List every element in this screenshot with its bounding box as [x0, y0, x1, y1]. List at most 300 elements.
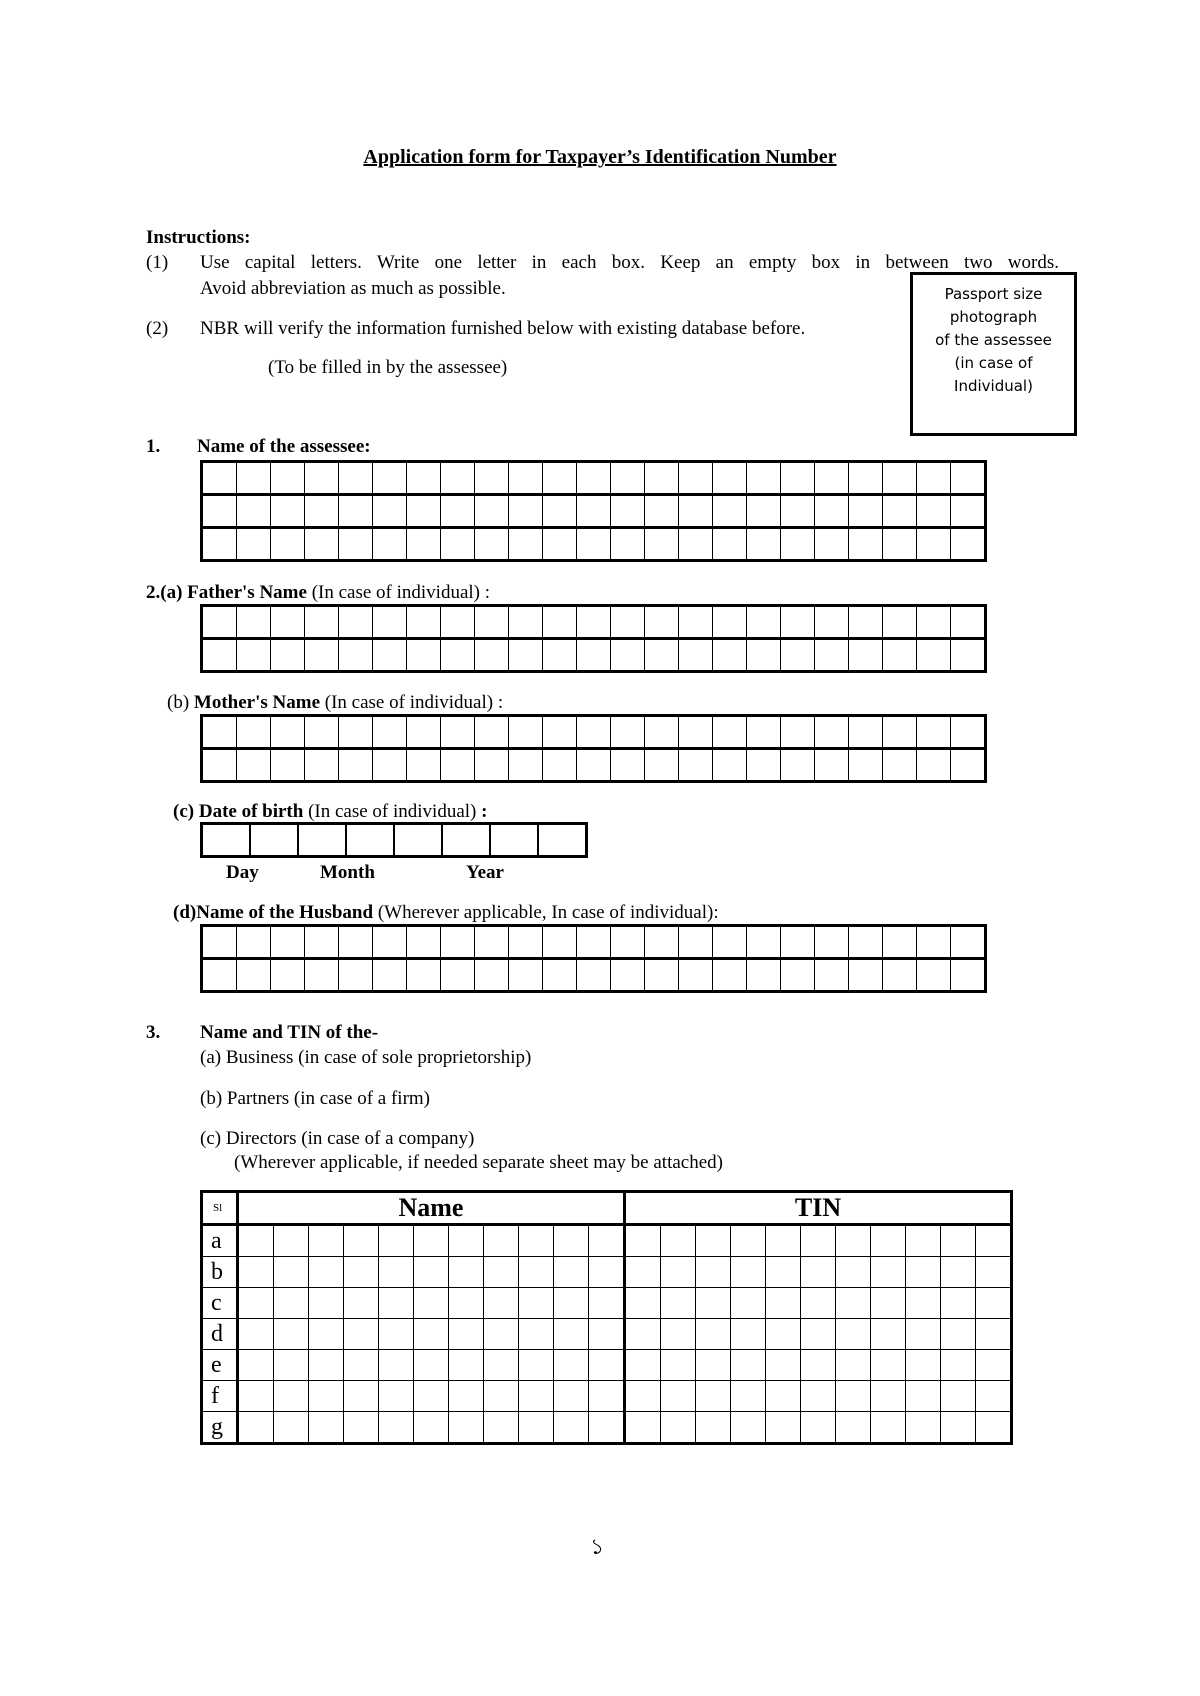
letter-box[interactable]	[271, 926, 305, 959]
letter-box[interactable]	[815, 749, 849, 782]
name-letter-box[interactable]	[309, 1412, 344, 1444]
tin-digit-box[interactable]	[625, 1319, 661, 1350]
letter-box[interactable]	[271, 639, 305, 672]
name-letter-box[interactable]	[414, 1350, 449, 1381]
tin-digit-box[interactable]	[941, 1225, 976, 1257]
name-letter-box[interactable]	[379, 1381, 414, 1412]
name-letter-box[interactable]	[309, 1381, 344, 1412]
letter-box[interactable]	[305, 528, 339, 561]
name-letter-box[interactable]	[344, 1225, 379, 1257]
tin-digit-box[interactable]	[661, 1225, 696, 1257]
letter-box[interactable]	[883, 959, 917, 992]
father-name-grid[interactable]	[200, 604, 987, 673]
letter-box[interactable]	[951, 462, 986, 495]
name-letter-box[interactable]	[484, 1350, 519, 1381]
letter-box[interactable]	[645, 716, 679, 749]
name-letter-box[interactable]	[238, 1319, 274, 1350]
tin-digit-box[interactable]	[871, 1257, 906, 1288]
letter-box[interactable]	[407, 959, 441, 992]
letter-box[interactable]	[883, 606, 917, 639]
letter-box[interactable]	[883, 926, 917, 959]
letter-box[interactable]	[883, 495, 917, 528]
letter-box[interactable]	[713, 528, 747, 561]
letter-box[interactable]	[611, 716, 645, 749]
letter-box[interactable]	[373, 749, 407, 782]
tin-digit-box[interactable]	[766, 1319, 801, 1350]
letter-box[interactable]	[543, 495, 577, 528]
tin-digit-box[interactable]	[661, 1319, 696, 1350]
letter-box[interactable]	[237, 495, 271, 528]
letter-box[interactable]	[849, 639, 883, 672]
letter-box[interactable]	[237, 462, 271, 495]
letter-box[interactable]	[237, 606, 271, 639]
name-letter-box[interactable]	[344, 1319, 379, 1350]
name-letter-box[interactable]	[414, 1288, 449, 1319]
tin-digit-box[interactable]	[906, 1350, 941, 1381]
letter-box[interactable]	[509, 959, 543, 992]
letter-box[interactable]	[747, 462, 781, 495]
tin-digit-box[interactable]	[696, 1319, 731, 1350]
letter-box[interactable]	[373, 926, 407, 959]
letter-box[interactable]	[713, 926, 747, 959]
name-letter-box[interactable]	[309, 1225, 344, 1257]
assessee-name-grid[interactable]	[200, 460, 987, 562]
name-letter-box[interactable]	[589, 1288, 625, 1319]
tin-digit-box[interactable]	[766, 1350, 801, 1381]
letter-box[interactable]	[305, 716, 339, 749]
letter-box[interactable]	[305, 495, 339, 528]
tin-digit-box[interactable]	[836, 1412, 871, 1444]
name-letter-box[interactable]	[589, 1225, 625, 1257]
tin-digit-box[interactable]	[871, 1288, 906, 1319]
name-letter-box[interactable]	[274, 1288, 309, 1319]
letter-box[interactable]	[577, 959, 611, 992]
name-letter-box[interactable]	[274, 1350, 309, 1381]
letter-box[interactable]	[713, 749, 747, 782]
letter-box[interactable]	[475, 639, 509, 672]
tin-digit-box[interactable]	[836, 1350, 871, 1381]
letter-box[interactable]	[509, 926, 543, 959]
letter-box[interactable]	[475, 749, 509, 782]
name-letter-box[interactable]	[554, 1288, 589, 1319]
letter-box[interactable]	[407, 749, 441, 782]
tin-digit-box[interactable]	[941, 1319, 976, 1350]
letter-box[interactable]	[271, 528, 305, 561]
mother-name-grid[interactable]	[200, 714, 987, 783]
tin-digit-box[interactable]	[801, 1288, 836, 1319]
letter-box[interactable]	[577, 462, 611, 495]
name-letter-box[interactable]	[519, 1412, 554, 1444]
tin-digit-box[interactable]	[766, 1412, 801, 1444]
letter-box[interactable]	[849, 606, 883, 639]
letter-box[interactable]	[917, 606, 951, 639]
letter-box[interactable]	[917, 716, 951, 749]
name-letter-box[interactable]	[414, 1319, 449, 1350]
name-letter-box[interactable]	[414, 1225, 449, 1257]
tin-digit-box[interactable]	[801, 1319, 836, 1350]
tin-digit-box[interactable]	[696, 1257, 731, 1288]
letter-box[interactable]	[815, 462, 849, 495]
name-letter-box[interactable]	[519, 1257, 554, 1288]
letter-box[interactable]	[645, 926, 679, 959]
letter-box[interactable]	[407, 639, 441, 672]
letter-box[interactable]	[441, 495, 475, 528]
name-letter-box[interactable]	[238, 1257, 274, 1288]
letter-box[interactable]	[305, 606, 339, 639]
tin-digit-box[interactable]	[836, 1288, 871, 1319]
letter-box[interactable]	[509, 462, 543, 495]
letter-box[interactable]	[490, 824, 538, 857]
letter-box[interactable]	[611, 606, 645, 639]
letter-box[interactable]	[509, 639, 543, 672]
letter-box[interactable]	[849, 749, 883, 782]
letter-box[interactable]	[679, 749, 713, 782]
letter-box[interactable]	[407, 606, 441, 639]
letter-box[interactable]	[407, 495, 441, 528]
letter-box[interactable]	[271, 462, 305, 495]
tin-digit-box[interactable]	[801, 1350, 836, 1381]
husband-name-grid[interactable]	[200, 924, 987, 993]
name-letter-box[interactable]	[274, 1412, 309, 1444]
letter-box[interactable]	[441, 606, 475, 639]
name-letter-box[interactable]	[589, 1381, 625, 1412]
tin-digit-box[interactable]	[696, 1288, 731, 1319]
letter-box[interactable]	[509, 528, 543, 561]
tin-digit-box[interactable]	[871, 1225, 906, 1257]
tin-digit-box[interactable]	[696, 1225, 731, 1257]
letter-box[interactable]	[951, 528, 986, 561]
letter-box[interactable]	[679, 528, 713, 561]
letter-box[interactable]	[611, 528, 645, 561]
letter-box[interactable]	[202, 462, 237, 495]
tin-digit-box[interactable]	[731, 1319, 766, 1350]
letter-box[interactable]	[917, 749, 951, 782]
name-letter-box[interactable]	[274, 1319, 309, 1350]
tin-digit-box[interactable]	[836, 1319, 871, 1350]
letter-box[interactable]	[475, 528, 509, 561]
letter-box[interactable]	[747, 528, 781, 561]
name-letter-box[interactable]	[274, 1257, 309, 1288]
letter-box[interactable]	[250, 824, 298, 857]
tin-digit-box[interactable]	[976, 1381, 1012, 1412]
tin-digit-box[interactable]	[625, 1225, 661, 1257]
name-letter-box[interactable]	[309, 1350, 344, 1381]
tin-digit-box[interactable]	[625, 1381, 661, 1412]
letter-box[interactable]	[543, 639, 577, 672]
tin-digit-box[interactable]	[731, 1412, 766, 1444]
tin-digit-box[interactable]	[976, 1412, 1012, 1444]
name-letter-box[interactable]	[238, 1288, 274, 1319]
name-letter-box[interactable]	[414, 1381, 449, 1412]
letter-box[interactable]	[339, 639, 373, 672]
name-letter-box[interactable]	[484, 1319, 519, 1350]
letter-box[interactable]	[713, 606, 747, 639]
letter-box[interactable]	[781, 639, 815, 672]
letter-box[interactable]	[713, 495, 747, 528]
letter-box[interactable]	[611, 959, 645, 992]
tin-digit-box[interactable]	[871, 1350, 906, 1381]
name-letter-box[interactable]	[449, 1412, 484, 1444]
tin-digit-box[interactable]	[941, 1381, 976, 1412]
letter-box[interactable]	[747, 716, 781, 749]
tin-digit-box[interactable]	[906, 1412, 941, 1444]
letter-box[interactable]	[237, 716, 271, 749]
letter-box[interactable]	[645, 462, 679, 495]
letter-box[interactable]	[883, 528, 917, 561]
letter-box[interactable]	[679, 495, 713, 528]
letter-box[interactable]	[781, 926, 815, 959]
name-letter-box[interactable]	[274, 1225, 309, 1257]
name-letter-box[interactable]	[449, 1225, 484, 1257]
tin-digit-box[interactable]	[731, 1288, 766, 1319]
letter-box[interactable]	[713, 639, 747, 672]
letter-box[interactable]	[781, 959, 815, 992]
tin-digit-box[interactable]	[696, 1381, 731, 1412]
letter-box[interactable]	[543, 716, 577, 749]
letter-box[interactable]	[543, 606, 577, 639]
tin-digit-box[interactable]	[836, 1381, 871, 1412]
letter-box[interactable]	[815, 959, 849, 992]
tin-digit-box[interactable]	[871, 1412, 906, 1444]
letter-box[interactable]	[611, 495, 645, 528]
letter-box[interactable]	[441, 528, 475, 561]
letter-box[interactable]	[271, 749, 305, 782]
tin-digit-box[interactable]	[976, 1350, 1012, 1381]
letter-box[interactable]	[543, 528, 577, 561]
name-letter-box[interactable]	[554, 1412, 589, 1444]
letter-box[interactable]	[815, 528, 849, 561]
letter-box[interactable]	[951, 606, 986, 639]
letter-box[interactable]	[611, 639, 645, 672]
letter-box[interactable]	[346, 824, 394, 857]
tin-digit-box[interactable]	[836, 1257, 871, 1288]
letter-box[interactable]	[237, 926, 271, 959]
letter-box[interactable]	[305, 749, 339, 782]
date-of-birth-grid[interactable]	[200, 822, 588, 858]
tin-digit-box[interactable]	[661, 1350, 696, 1381]
tin-digit-box[interactable]	[906, 1225, 941, 1257]
tin-digit-box[interactable]	[976, 1319, 1012, 1350]
letter-box[interactable]	[747, 926, 781, 959]
name-letter-box[interactable]	[344, 1257, 379, 1288]
tin-digit-box[interactable]	[871, 1381, 906, 1412]
tin-digit-box[interactable]	[731, 1350, 766, 1381]
letter-box[interactable]	[577, 528, 611, 561]
letter-box[interactable]	[271, 959, 305, 992]
name-letter-box[interactable]	[589, 1257, 625, 1288]
letter-box[interactable]	[543, 749, 577, 782]
letter-box[interactable]	[781, 749, 815, 782]
letter-box[interactable]	[679, 926, 713, 959]
name-letter-box[interactable]	[379, 1225, 414, 1257]
name-letter-box[interactable]	[554, 1257, 589, 1288]
letter-box[interactable]	[305, 926, 339, 959]
name-letter-box[interactable]	[414, 1257, 449, 1288]
letter-box[interactable]	[917, 495, 951, 528]
letter-box[interactable]	[679, 462, 713, 495]
letter-box[interactable]	[781, 462, 815, 495]
name-letter-box[interactable]	[274, 1381, 309, 1412]
letter-box[interactable]	[543, 926, 577, 959]
letter-box[interactable]	[339, 959, 373, 992]
tin-digit-box[interactable]	[661, 1381, 696, 1412]
letter-box[interactable]	[441, 639, 475, 672]
tin-digit-box[interactable]	[766, 1288, 801, 1319]
letter-box[interactable]	[815, 926, 849, 959]
name-letter-box[interactable]	[379, 1257, 414, 1288]
name-letter-box[interactable]	[554, 1319, 589, 1350]
letter-box[interactable]	[373, 462, 407, 495]
letter-box[interactable]	[645, 749, 679, 782]
tin-digit-box[interactable]	[906, 1319, 941, 1350]
letter-box[interactable]	[883, 639, 917, 672]
name-letter-box[interactable]	[484, 1225, 519, 1257]
letter-box[interactable]	[373, 495, 407, 528]
letter-box[interactable]	[202, 926, 237, 959]
name-letter-box[interactable]	[519, 1381, 554, 1412]
tin-digit-box[interactable]	[625, 1288, 661, 1319]
letter-box[interactable]	[237, 528, 271, 561]
letter-box[interactable]	[713, 462, 747, 495]
letter-box[interactable]	[713, 959, 747, 992]
letter-box[interactable]	[202, 959, 237, 992]
letter-box[interactable]	[475, 959, 509, 992]
name-letter-box[interactable]	[519, 1319, 554, 1350]
letter-box[interactable]	[781, 606, 815, 639]
passport-photo-box[interactable]	[910, 272, 1077, 436]
letter-box[interactable]	[475, 716, 509, 749]
letter-box[interactable]	[917, 528, 951, 561]
letter-box[interactable]	[577, 495, 611, 528]
letter-box[interactable]	[271, 495, 305, 528]
tin-digit-box[interactable]	[766, 1225, 801, 1257]
letter-box[interactable]	[373, 959, 407, 992]
name-letter-box[interactable]	[309, 1257, 344, 1288]
letter-box[interactable]	[339, 606, 373, 639]
letter-box[interactable]	[373, 528, 407, 561]
name-letter-box[interactable]	[554, 1350, 589, 1381]
letter-box[interactable]	[202, 495, 237, 528]
letter-box[interactable]	[509, 749, 543, 782]
letter-box[interactable]	[202, 606, 237, 639]
tin-digit-box[interactable]	[625, 1412, 661, 1444]
letter-box[interactable]	[747, 959, 781, 992]
letter-box[interactable]	[475, 606, 509, 639]
name-letter-box[interactable]	[309, 1319, 344, 1350]
tin-digit-box[interactable]	[731, 1257, 766, 1288]
letter-box[interactable]	[951, 495, 986, 528]
tin-digit-box[interactable]	[696, 1350, 731, 1381]
letter-box[interactable]	[781, 495, 815, 528]
letter-box[interactable]	[951, 959, 986, 992]
letter-box[interactable]	[815, 639, 849, 672]
letter-box[interactable]	[577, 639, 611, 672]
letter-box[interactable]	[951, 749, 986, 782]
letter-box[interactable]	[883, 716, 917, 749]
letter-box[interactable]	[202, 639, 237, 672]
letter-box[interactable]	[298, 824, 346, 857]
letter-box[interactable]	[611, 749, 645, 782]
letter-box[interactable]	[475, 926, 509, 959]
tin-digit-box[interactable]	[941, 1350, 976, 1381]
name-letter-box[interactable]	[449, 1319, 484, 1350]
letter-box[interactable]	[951, 639, 986, 672]
tin-digit-box[interactable]	[941, 1257, 976, 1288]
letter-box[interactable]	[849, 528, 883, 561]
tin-digit-box[interactable]	[625, 1257, 661, 1288]
name-letter-box[interactable]	[238, 1225, 274, 1257]
letter-box[interactable]	[849, 959, 883, 992]
name-letter-box[interactable]	[484, 1288, 519, 1319]
letter-box[interactable]	[917, 639, 951, 672]
letter-box[interactable]	[917, 462, 951, 495]
letter-box[interactable]	[202, 824, 251, 857]
name-letter-box[interactable]	[379, 1412, 414, 1444]
tin-digit-box[interactable]	[906, 1288, 941, 1319]
letter-box[interactable]	[305, 959, 339, 992]
name-letter-box[interactable]	[449, 1381, 484, 1412]
name-letter-box[interactable]	[449, 1288, 484, 1319]
letter-box[interactable]	[441, 462, 475, 495]
letter-box[interactable]	[442, 824, 490, 857]
tin-digit-box[interactable]	[906, 1381, 941, 1412]
letter-box[interactable]	[543, 959, 577, 992]
name-letter-box[interactable]	[589, 1319, 625, 1350]
name-letter-box[interactable]	[589, 1412, 625, 1444]
name-letter-box[interactable]	[379, 1350, 414, 1381]
letter-box[interactable]	[441, 959, 475, 992]
letter-box[interactable]	[951, 716, 986, 749]
name-letter-box[interactable]	[449, 1350, 484, 1381]
tin-digit-box[interactable]	[836, 1225, 871, 1257]
letter-box[interactable]	[951, 926, 986, 959]
tin-digit-box[interactable]	[766, 1257, 801, 1288]
letter-box[interactable]	[917, 959, 951, 992]
name-letter-box[interactable]	[519, 1225, 554, 1257]
letter-box[interactable]	[271, 716, 305, 749]
letter-box[interactable]	[645, 495, 679, 528]
name-letter-box[interactable]	[484, 1257, 519, 1288]
name-letter-box[interactable]	[414, 1412, 449, 1444]
letter-box[interactable]	[577, 749, 611, 782]
name-letter-box[interactable]	[344, 1381, 379, 1412]
letter-box[interactable]	[202, 528, 237, 561]
name-letter-box[interactable]	[449, 1257, 484, 1288]
letter-box[interactable]	[713, 716, 747, 749]
letter-box[interactable]	[271, 606, 305, 639]
letter-box[interactable]	[679, 716, 713, 749]
letter-box[interactable]	[679, 639, 713, 672]
letter-box[interactable]	[237, 959, 271, 992]
name-letter-box[interactable]	[238, 1350, 274, 1381]
letter-box[interactable]	[577, 716, 611, 749]
letter-box[interactable]	[509, 606, 543, 639]
name-letter-box[interactable]	[484, 1381, 519, 1412]
letter-box[interactable]	[373, 716, 407, 749]
letter-box[interactable]	[611, 462, 645, 495]
letter-box[interactable]	[407, 926, 441, 959]
name-letter-box[interactable]	[344, 1288, 379, 1319]
letter-box[interactable]	[441, 926, 475, 959]
letter-box[interactable]	[747, 606, 781, 639]
letter-box[interactable]	[339, 926, 373, 959]
name-letter-box[interactable]	[309, 1288, 344, 1319]
letter-box[interactable]	[917, 926, 951, 959]
tin-digit-box[interactable]	[871, 1319, 906, 1350]
tin-digit-box[interactable]	[731, 1225, 766, 1257]
name-letter-box[interactable]	[519, 1288, 554, 1319]
letter-box[interactable]	[815, 606, 849, 639]
